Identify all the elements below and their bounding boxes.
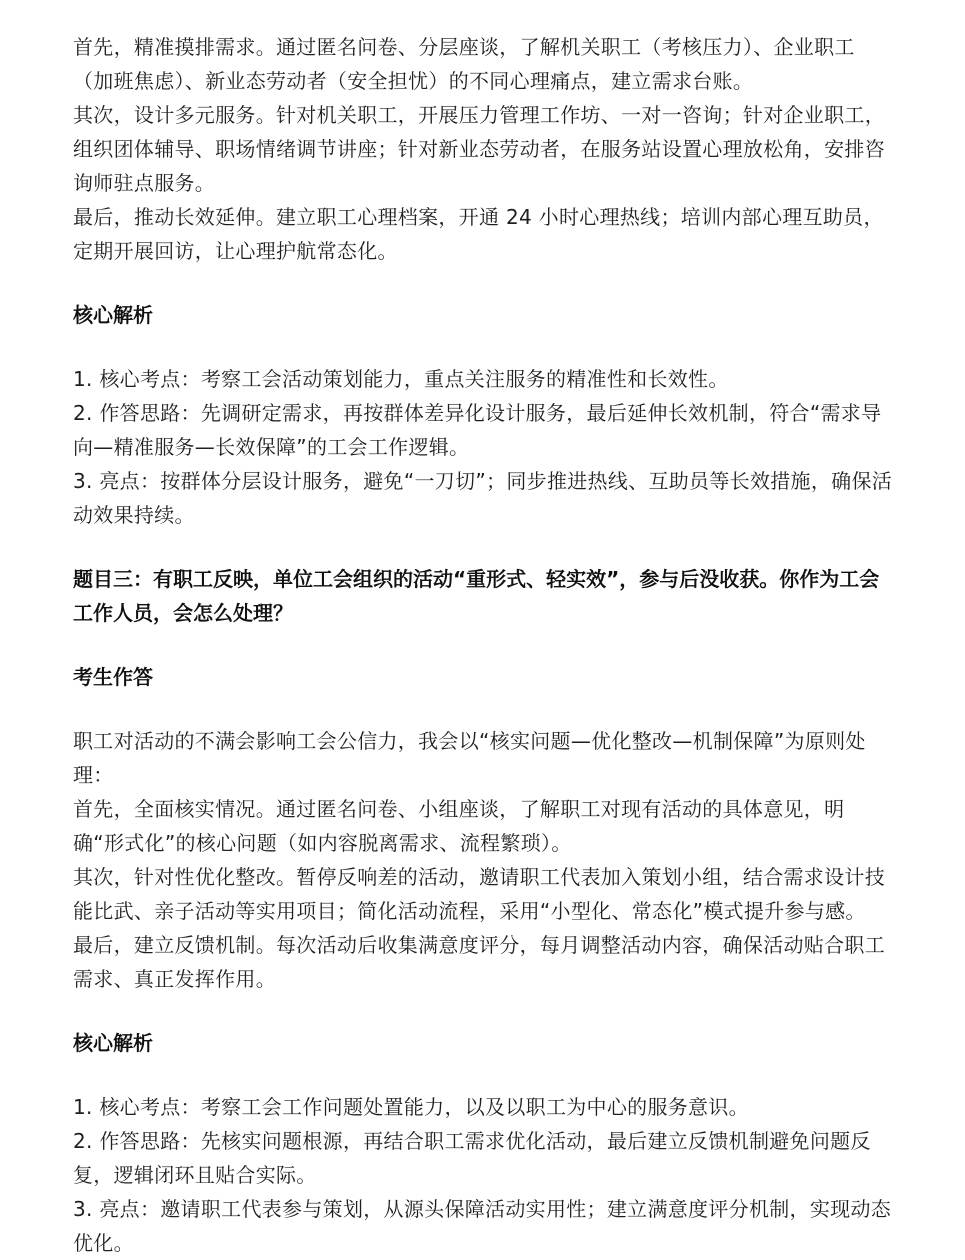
list-item: 3. 亮点：按群体分层设计服务，避免“一刀切”；同步推进热线、互助员等长效措施，确保活动效果持续。 bbox=[73, 469, 893, 527]
analysis-list-1 bbox=[73, 362, 895, 532]
analysis-list-2 bbox=[73, 1090, 895, 1260]
paragraph: 最后，建立反馈机制。每次活动后收集满意度评分，每月调整活动内容，确保活动贴合职工需求、真正发挥作用。 bbox=[73, 933, 885, 991]
list-item: 2. 作答思路：先核实问题根源，再结合职工需求优化活动，最后建立反馈机制避免问题反复，逻辑闭环且贴合实际。 bbox=[73, 1129, 871, 1187]
paragraph: 最后，推动长效延伸。建立职工心理档案，开通 24 小时心理热线；培训内部心理互助员，定期开展回访，让心理护航常态化。 bbox=[73, 205, 884, 263]
section-heading: 核心解析 bbox=[73, 303, 153, 327]
paragraph: 职工对活动的不满会影响工会公信力，我会以“核实问题—优化整改—机制保障”为原则处理： bbox=[73, 729, 866, 787]
list-item: 1. 核心考点：考察工会工作问题处置能力，以及以职工为中心的服务意识。 bbox=[73, 1095, 749, 1119]
paragraph: 其次，设计多元服务。针对机关职工，开展压力管理工作坊、一对一咨询；针对企业职工，组织团体辅导、职场情绪调节讲座；针对新业态劳动者，在服务站设置心理放松角，安排咨询师驻点服务。 bbox=[73, 103, 885, 195]
list-item: 3. 亮点：邀请职工代表参与策划，从源头保障活动实用性；建立满意度评分机制，实现动态优化。 bbox=[73, 1197, 892, 1255]
section-heading: 考生作答 bbox=[73, 665, 153, 689]
paragraph: 首先，全面核实情况。通过匿名问卷、小组座谈，了解职工对现有活动的具体意见，明确“形式化”的核心问题（如内容脱离需求、流程繁琐）。 bbox=[73, 797, 845, 855]
paragraph: 首先，精准摸排需求。通过匿名问卷、分层座谈，了解机关职工（考核压力）、企业职工（加班焦虑）、新业态劳动者（安全担忧）的不同心理痛点，建立需求台账。 bbox=[73, 35, 855, 93]
answer-section-3 bbox=[73, 724, 895, 996]
paragraph: 其次，针对性优化整改。暂停反响差的活动，邀请职工代表加入策划小组，结合需求设计技能比武、亲子活动等实用项目；简化活动流程，采用“小型化、常态化”模式提升参与感。 bbox=[73, 865, 885, 923]
section-heading: 核心解析 bbox=[73, 1031, 153, 1055]
list-item: 1. 核心考点：考察工会活动策划能力，重点关注服务的精准性和长效性。 bbox=[73, 367, 729, 391]
list-item: 2. 作答思路：先调研定需求，再按群体差异化设计服务，最后延伸长效机制，符合“需求导向—精准服务—长效保障”的工会工作逻辑。 bbox=[73, 401, 882, 459]
question-title: 题目三：有职工反映，单位工会组织的活动“重形式、轻实效”，参与后没收获。你作为工会工作人员，会怎么处理？ bbox=[73, 567, 880, 625]
answer-section-2 bbox=[73, 30, 895, 268]
